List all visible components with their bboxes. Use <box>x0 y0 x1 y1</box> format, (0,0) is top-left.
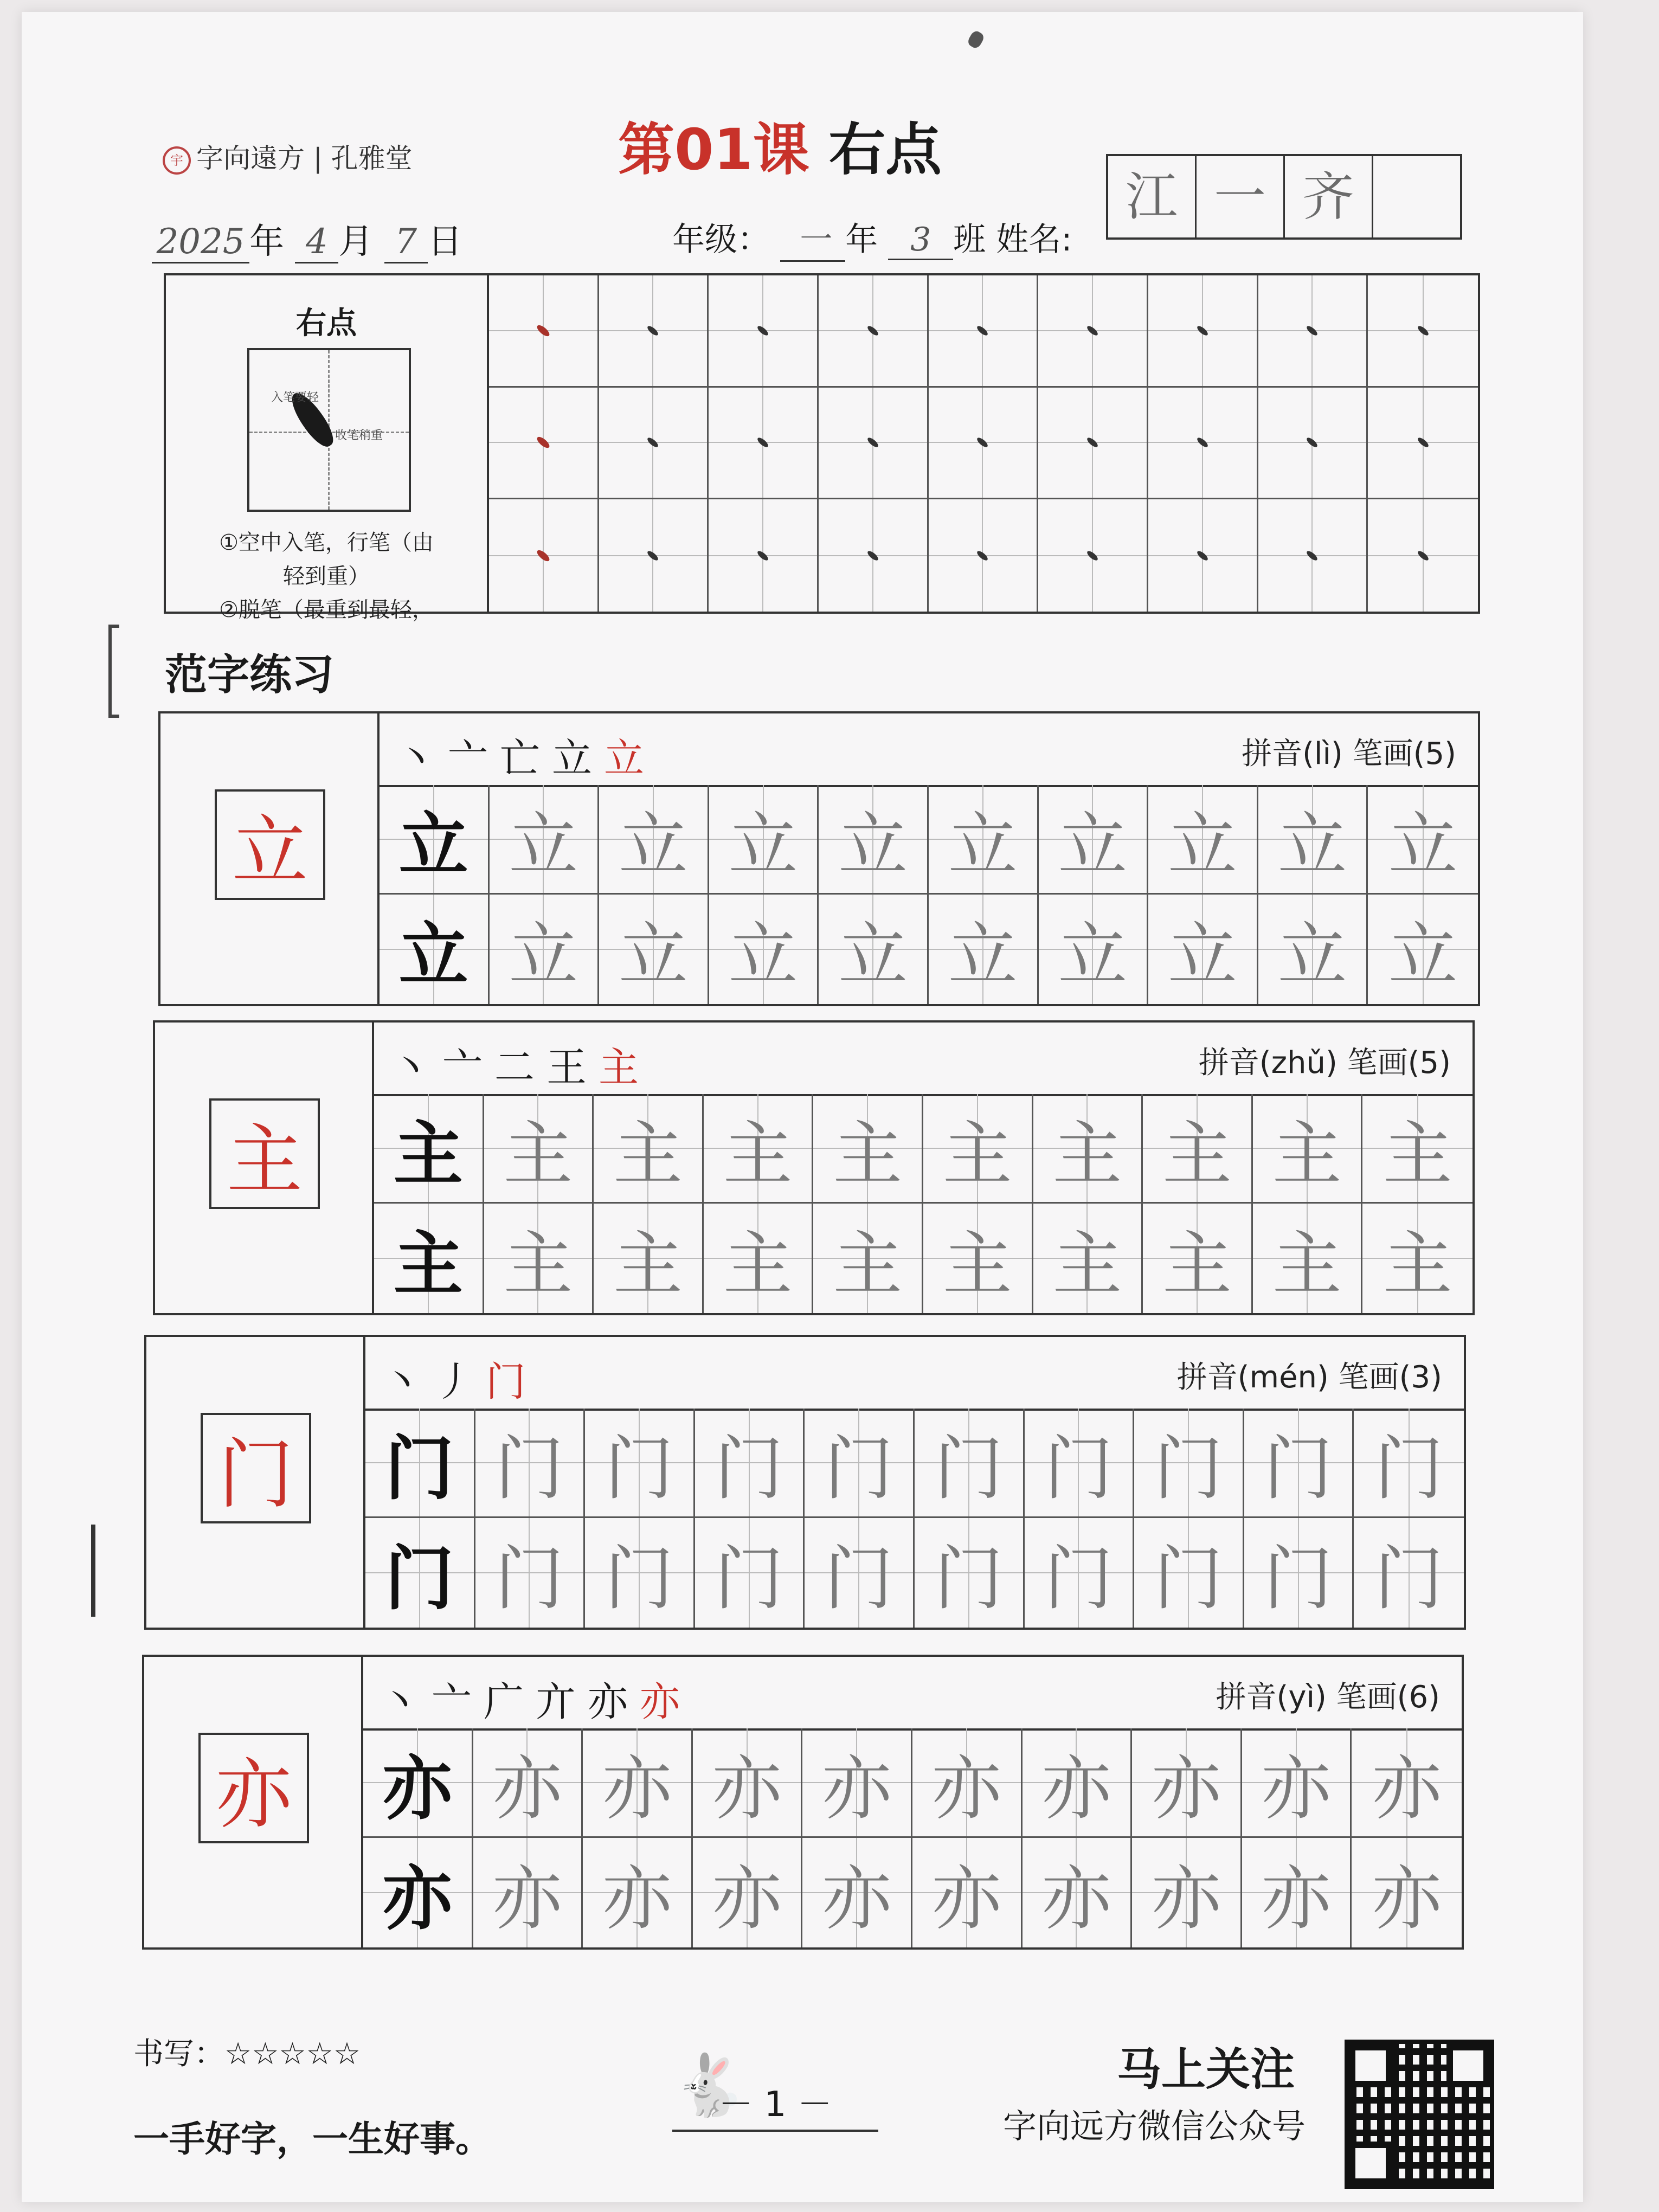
page-mark <box>91 1525 95 1617</box>
stroke-step: 亠 <box>432 1679 484 1725</box>
character-block <box>153 1020 1475 1315</box>
writing-rating: 书写：☆☆☆☆☆ <box>133 2036 361 2072</box>
date-line <box>152 214 462 263</box>
dot-stroke-icon <box>646 436 660 449</box>
character-practice-grid <box>372 1094 1472 1313</box>
character-practice-grid <box>361 1728 1462 1947</box>
name-box[interactable]: 齐 <box>1285 156 1373 237</box>
practice-cell[interactable]: 主 <box>594 1094 704 1204</box>
name-box[interactable]: 一 <box>1197 156 1285 237</box>
worksheet-page <box>22 12 1583 2202</box>
practice-cell[interactable]: 门 <box>1244 1518 1354 1628</box>
dot-stroke-icon <box>535 435 551 450</box>
stroke-step: 立 <box>604 735 656 782</box>
practice-cell[interactable]: 主 <box>1033 1094 1143 1204</box>
practice-cell[interactable] <box>1368 275 1478 388</box>
motto: 一手好字，一生好事。 <box>133 2118 491 2160</box>
practice-cell[interactable] <box>929 275 1039 388</box>
practice-cell[interactable]: 立 <box>1039 895 1149 1004</box>
practice-cell[interactable] <box>819 388 929 500</box>
practice-cell[interactable] <box>1038 499 1148 612</box>
brand-text: 字向遠方 | 孔雅堂 <box>196 143 413 174</box>
practice-cell[interactable]: 立 <box>709 895 819 1004</box>
dot-stroke-icon <box>1086 436 1099 449</box>
practice-cell[interactable]: 门 <box>1134 1518 1244 1628</box>
dot-stroke-icon <box>1195 549 1209 562</box>
stroke-step: 丶 <box>382 1359 434 1405</box>
grade-value: 一 <box>780 214 845 262</box>
practice-cell[interactable]: 亦 <box>473 1838 583 1947</box>
practice-cell[interactable]: 亦 <box>1132 1838 1242 1947</box>
practice-cell[interactable]: 亦 <box>1242 1728 1352 1838</box>
character-block <box>142 1655 1464 1950</box>
practice-cell[interactable]: 亦 <box>912 1728 1023 1838</box>
practice-cell[interactable]: 亦 <box>912 1838 1023 1947</box>
practice-cell[interactable]: 立 <box>1039 785 1149 895</box>
practice-cell[interactable] <box>709 275 819 388</box>
dot-stroke-icon <box>535 323 551 338</box>
dot-stroke-icon <box>1416 324 1430 337</box>
practice-cell[interactable]: 主 <box>1362 1094 1472 1204</box>
stroke-step: 亠 <box>448 735 500 782</box>
model-cell: 门 <box>365 1518 475 1628</box>
model-cell: 主 <box>374 1094 484 1204</box>
practice-cell[interactable]: 立 <box>490 895 600 1004</box>
practice-cell[interactable]: 亦 <box>693 1838 803 1947</box>
model-cell: 主 <box>374 1204 484 1313</box>
dot-stroke-icon <box>1086 549 1099 562</box>
practice-cell[interactable] <box>1258 499 1368 612</box>
practice-cell[interactable]: 主 <box>1143 1204 1253 1313</box>
practice-cell[interactable]: 主 <box>1253 1094 1363 1204</box>
dot-stroke-icon <box>1306 436 1319 449</box>
stroke-order-strip <box>372 1023 1472 1096</box>
practice-cell[interactable]: 主 <box>923 1204 1033 1313</box>
stroke-demo-box <box>247 348 411 512</box>
stroke-practice-section <box>164 273 1480 622</box>
dot-stroke-icon <box>1195 324 1209 337</box>
stroke-note: ②脱笔（最重到最轻， <box>219 597 434 622</box>
practice-cell[interactable]: 门 <box>585 1409 695 1518</box>
practice-cell[interactable] <box>929 499 1039 612</box>
practice-cell[interactable]: 立 <box>1148 895 1258 1004</box>
model-character: 亦 <box>198 1733 309 1843</box>
stroke-name: 右点 <box>296 306 357 341</box>
model-character: 立 <box>215 789 325 900</box>
rabbit-icon: 🐇 <box>672 2050 747 2120</box>
dot-stroke-icon <box>866 324 879 337</box>
date-day: 7 <box>384 222 428 263</box>
stroke-step: 丶 <box>390 1044 442 1091</box>
practice-cell[interactable]: 立 <box>709 785 819 895</box>
dot-stroke-icon <box>646 549 660 562</box>
stroke-note: ①空中入笔，行笔（由 <box>219 530 434 555</box>
practice-cell[interactable]: 亦 <box>802 1838 912 1947</box>
page-number: － 1 － <box>672 2076 878 2132</box>
practice-cell[interactable]: 门 <box>475 1409 586 1518</box>
practice-cell[interactable]: 主 <box>813 1094 923 1204</box>
practice-cell[interactable]: 立 <box>599 785 709 895</box>
follow-label: 马上关注 <box>1117 2044 1295 2095</box>
practice-cell[interactable] <box>1368 388 1478 500</box>
name-box[interactable] <box>1373 156 1460 237</box>
practice-cell[interactable]: 门 <box>475 1518 586 1628</box>
practice-cell[interactable]: 门 <box>805 1409 915 1518</box>
practice-cell[interactable]: 亦 <box>583 1728 693 1838</box>
stroke-step: 二 <box>494 1044 546 1091</box>
practice-cell[interactable]: 门 <box>1134 1409 1244 1518</box>
character-practice-grid <box>377 785 1478 1004</box>
practice-cell[interactable]: 主 <box>594 1204 704 1313</box>
practice-cell[interactable]: 门 <box>585 1518 695 1628</box>
dot-stroke-icon <box>756 324 770 337</box>
practice-cell[interactable]: 亦 <box>1242 1838 1352 1947</box>
stroke-notes <box>166 526 487 627</box>
stroke-step: 丶 <box>396 735 448 782</box>
grade-label: 年级： <box>672 221 770 259</box>
lesson-number: 第01课 <box>618 117 809 183</box>
wechat-label: 字向远方微信公众号 <box>1003 2106 1306 2146</box>
brand-seal-icon: 宇 <box>163 146 191 175</box>
practice-cell[interactable]: 亦 <box>1352 1838 1462 1947</box>
stroke-order <box>396 726 656 784</box>
stroke-order-strip <box>363 1337 1464 1411</box>
grade-suffix: 年 <box>845 221 878 259</box>
practice-cell[interactable] <box>709 499 819 612</box>
model-character: 门 <box>201 1413 311 1523</box>
practice-cell[interactable]: 亦 <box>1023 1838 1133 1947</box>
stroke-step: 主 <box>599 1044 651 1091</box>
practice-cell[interactable]: 主 <box>1143 1094 1253 1204</box>
model-cell: 门 <box>365 1409 475 1518</box>
day-label: 日 <box>427 222 462 262</box>
demo-label-start: 入笔要轻 <box>271 391 319 404</box>
dot-stroke-icon <box>756 549 770 562</box>
practice-cell[interactable]: 立 <box>1258 785 1368 895</box>
practice-cell[interactable] <box>1258 388 1368 500</box>
stroke-step: 亣 <box>536 1679 588 1725</box>
model-cell: 亦 <box>363 1838 473 1947</box>
stroke-step: 门 <box>486 1359 538 1405</box>
practice-cell[interactable]: 主 <box>704 1204 814 1313</box>
practice-cell[interactable]: 亦 <box>1352 1728 1462 1838</box>
practice-cell[interactable] <box>709 388 819 500</box>
practice-cell[interactable] <box>599 499 709 612</box>
practice-cell[interactable] <box>819 499 929 612</box>
stroke-order-strip <box>377 713 1478 787</box>
name-boxes <box>1106 154 1462 240</box>
dot-stroke-icon <box>1416 549 1430 562</box>
dot-stroke-icon <box>1086 324 1099 337</box>
pinyin-stroke-count: 拼音(lì) 笔画(5) <box>1242 736 1456 771</box>
pinyin-stroke-count: 拼音(mén) 笔画(3) <box>1176 1360 1442 1395</box>
practice-cell[interactable]: 门 <box>1354 1409 1464 1518</box>
name-box[interactable]: 江 <box>1108 156 1197 237</box>
practice-cell[interactable]: 主 <box>1362 1204 1472 1313</box>
dot-stroke-icon <box>976 549 989 562</box>
demo-label-end: 收笔稍重 <box>335 429 383 442</box>
stroke-step: 亦 <box>640 1679 692 1725</box>
practice-cell[interactable]: 门 <box>1025 1409 1135 1518</box>
stroke-step: 亦 <box>588 1679 640 1725</box>
practice-cell[interactable]: 亦 <box>1132 1728 1242 1838</box>
dot-stroke-icon <box>1306 549 1319 562</box>
practice-cell[interactable] <box>1258 275 1368 388</box>
dot-stroke-icon <box>976 436 989 449</box>
stroke-step: 广 <box>484 1679 536 1725</box>
practice-cell[interactable]: 主 <box>704 1094 814 1204</box>
practice-cell[interactable]: 亦 <box>473 1728 583 1838</box>
practice-cell[interactable] <box>599 388 709 500</box>
practice-cell[interactable]: 门 <box>915 1518 1025 1628</box>
class-suffix: 班 <box>953 221 986 259</box>
practice-cell[interactable] <box>1148 388 1258 500</box>
practice-cell[interactable] <box>1038 275 1148 388</box>
practice-cell[interactable]: 主 <box>923 1094 1033 1204</box>
year-label: 年 <box>249 222 284 262</box>
practice-cell[interactable]: 门 <box>805 1518 915 1628</box>
stroke-order <box>380 1670 692 1727</box>
practice-cell[interactable]: 立 <box>819 785 929 895</box>
practice-cell[interactable]: 亦 <box>583 1838 693 1947</box>
practice-cell[interactable]: 主 <box>484 1094 594 1204</box>
practice-cell[interactable]: 立 <box>1258 895 1368 1004</box>
practice-cell[interactable]: 主 <box>1033 1204 1143 1313</box>
practice-cell[interactable]: 门 <box>915 1409 1025 1518</box>
dot-stroke-icon <box>756 436 770 449</box>
practice-cell[interactable] <box>1148 275 1258 388</box>
practice-cell[interactable]: 门 <box>1354 1518 1464 1628</box>
practice-cell[interactable] <box>1038 388 1148 500</box>
section-bracket <box>108 625 119 718</box>
practice-cell[interactable] <box>489 388 599 500</box>
practice-cell[interactable]: 主 <box>1253 1204 1363 1313</box>
practice-cell[interactable]: 主 <box>484 1204 594 1313</box>
practice-cell[interactable]: 主 <box>813 1204 923 1313</box>
practice-cell[interactable]: 立 <box>819 895 929 1004</box>
practice-cell[interactable]: 立 <box>490 785 600 895</box>
practice-cell[interactable]: 门 <box>1025 1518 1135 1628</box>
practice-cell[interactable]: 立 <box>929 895 1039 1004</box>
practice-cell[interactable] <box>819 275 929 388</box>
brand-logo <box>163 137 413 176</box>
model-cell: 亦 <box>363 1728 473 1838</box>
stroke-step: 亠 <box>442 1044 494 1091</box>
stroke-step: 丿 <box>434 1359 486 1405</box>
practice-cell[interactable] <box>489 499 599 612</box>
practice-cell[interactable] <box>599 275 709 388</box>
model-character: 主 <box>209 1098 320 1209</box>
character-practice-grid <box>363 1409 1464 1628</box>
page-title <box>618 104 942 185</box>
practice-cell[interactable]: 立 <box>1368 895 1478 1004</box>
date-month: 4 <box>295 222 338 263</box>
pinyin-stroke-count: 拼音(yì) 笔画(6) <box>1216 1680 1440 1715</box>
dot-stroke-icon <box>535 548 551 563</box>
practice-cell[interactable] <box>929 388 1039 500</box>
character-block <box>144 1335 1466 1630</box>
lesson-name: 右点 <box>828 117 942 183</box>
dot-stroke-icon <box>646 324 660 337</box>
practice-cell[interactable]: 立 <box>1368 785 1478 895</box>
stroke-demo-panel <box>166 275 489 622</box>
model-cell: 立 <box>380 785 490 895</box>
dot-stroke-icon <box>1416 436 1430 449</box>
dot-stroke-icon <box>976 324 989 337</box>
stroke-note: 轻到重） <box>283 564 370 589</box>
month-label: 月 <box>338 222 374 262</box>
practice-cell[interactable] <box>1368 499 1478 612</box>
dot-stroke-icon <box>866 436 879 449</box>
character-block <box>158 711 1480 1006</box>
stroke-step: 立 <box>552 735 604 782</box>
class-line <box>672 214 1072 262</box>
stroke-practice-grid <box>489 275 1478 612</box>
practice-cell[interactable]: 立 <box>1148 785 1258 895</box>
practice-cell[interactable]: 立 <box>599 895 709 1004</box>
dot-stroke-icon <box>1195 436 1209 449</box>
class-value: 3 <box>888 221 953 260</box>
stroke-step: 王 <box>546 1044 599 1091</box>
pinyin-stroke-count: 拼音(zhǔ) 笔画(5) <box>1198 1045 1451 1081</box>
stroke-step: 丶 <box>380 1679 432 1725</box>
practice-cell[interactable]: 门 <box>1244 1409 1354 1518</box>
date-year: 2025 <box>152 222 249 263</box>
dot-stroke-icon <box>1306 324 1319 337</box>
practice-cell[interactable]: 门 <box>695 1518 805 1628</box>
section-title: 范字练习 <box>165 651 335 699</box>
practice-cell[interactable]: 亦 <box>802 1728 912 1838</box>
stroke-order <box>382 1350 538 1407</box>
practice-cell[interactable]: 亦 <box>1023 1728 1133 1838</box>
paper-mark <box>966 29 986 50</box>
practice-cell[interactable]: 门 <box>695 1409 805 1518</box>
stroke-step: 亡 <box>500 735 552 782</box>
practice-cell[interactable] <box>1148 499 1258 612</box>
practice-cell[interactable]: 立 <box>929 785 1039 895</box>
dot-stroke-icon <box>866 549 879 562</box>
stroke-order <box>390 1036 651 1093</box>
model-cell: 立 <box>380 895 490 1004</box>
stroke-order-strip <box>361 1657 1462 1731</box>
name-label: 姓名: <box>996 221 1072 259</box>
practice-cell[interactable]: 亦 <box>693 1728 803 1838</box>
qr-code-icon[interactable] <box>1345 2040 1494 2189</box>
practice-cell[interactable] <box>489 275 599 388</box>
